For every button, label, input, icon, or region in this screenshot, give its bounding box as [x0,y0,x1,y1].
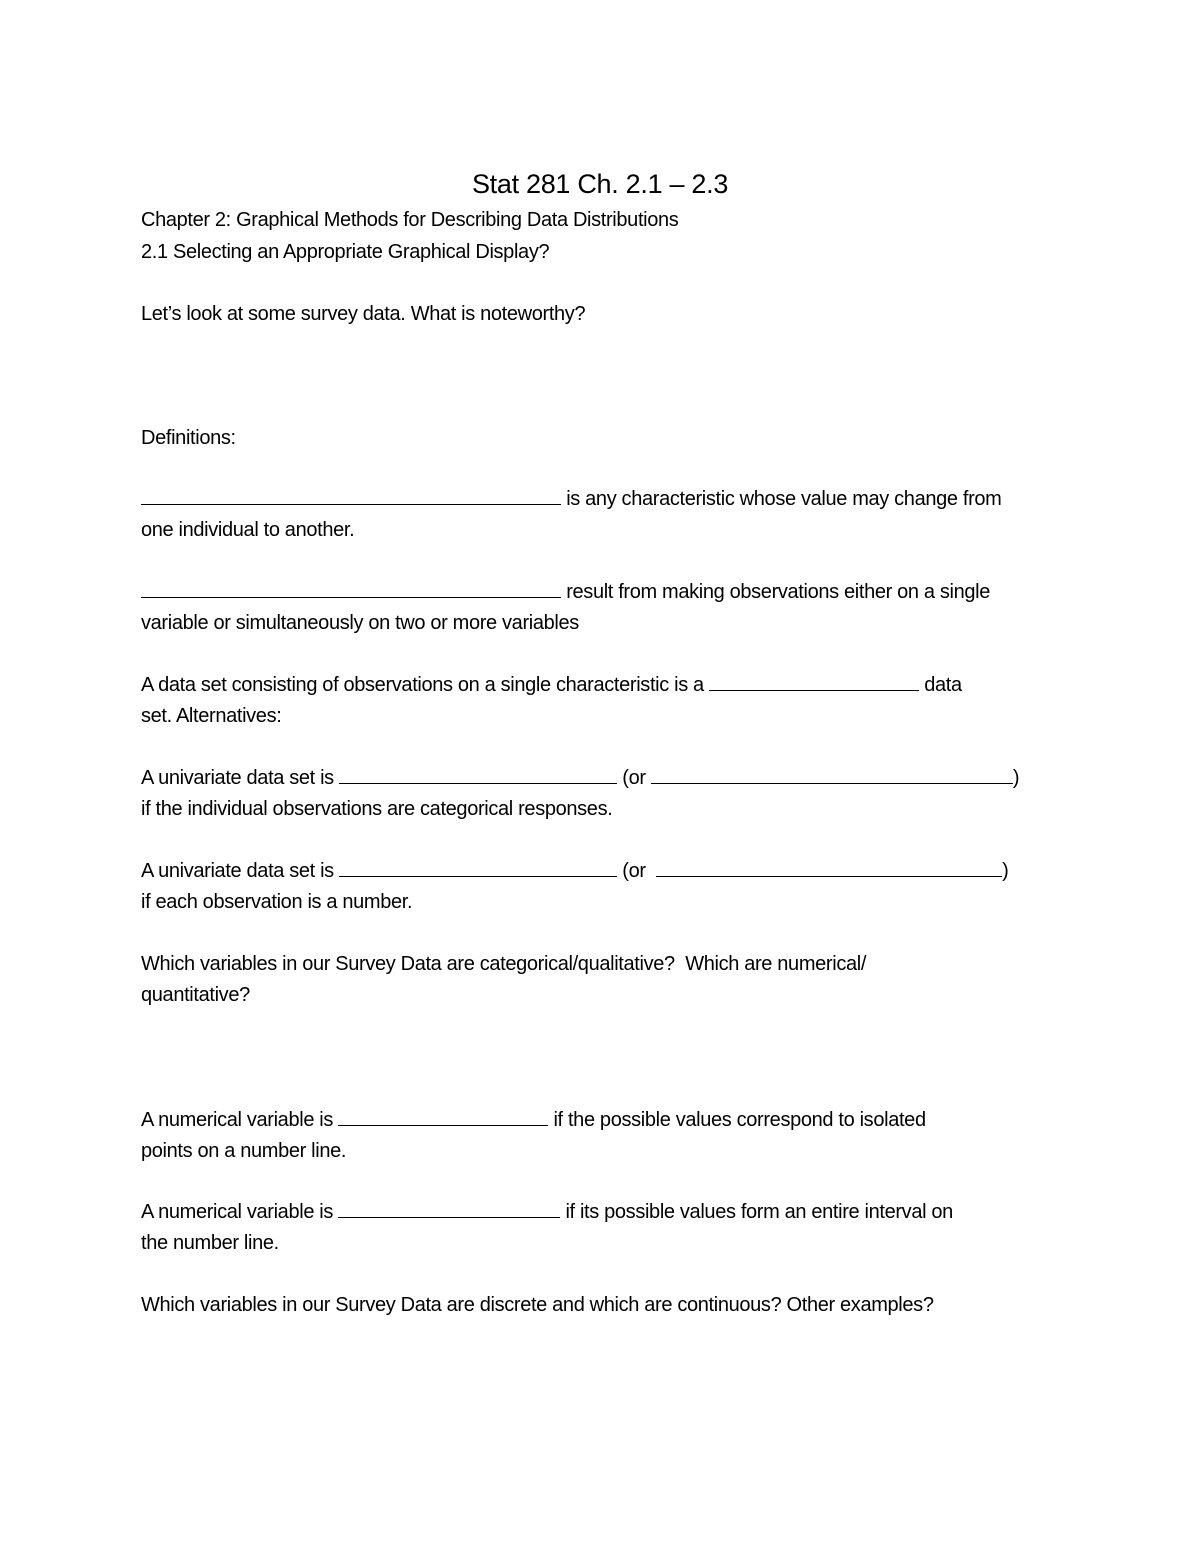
section-heading: 2.1 Selecting an Appropriate Graphical Display? [141,241,550,263]
definition-text: if the possible values correspond to isolated [548,1109,926,1131]
page-title: Stat 281 Ch. 2.1 – 2.3 [471,169,729,199]
fill-in-blank[interactable] [339,763,617,784]
fill-in-blank[interactable] [141,577,561,598]
definition-text: is any characteristic whose value may change from [561,488,1002,510]
definition-text: A univariate data set is [141,767,340,789]
definition-text: A numerical variable is [141,1109,339,1131]
definition-data [141,577,990,608]
question-continuation: quantitative? [141,984,250,1006]
definition-text: ) [1002,860,1009,882]
definition-continuation: if the individual observations are categorical responses. [141,798,613,820]
fill-in-blank[interactable] [338,1105,548,1126]
definition-variable [141,484,1001,515]
definition-categorical [141,763,1019,794]
question-categorical-numerical: Which variables in our Survey Data are categorical/qualitative? Which are numerical/ [141,953,867,975]
definition-text: (or [617,767,651,789]
definition-continuation: one individual to another. [141,519,355,541]
definition-text: A data set consisting of observations on a single characteristic is a [141,674,710,696]
fill-in-blank[interactable] [338,1197,560,1218]
definition-continuation: if each observation is a number. [141,891,413,913]
definition-text: data [919,674,962,696]
definition-text: A numerical variable is [141,1201,339,1223]
definition-univariate [141,670,962,701]
definition-numerical [141,856,1008,887]
definition-discrete [141,1105,926,1136]
chapter-heading: Chapter 2: Graphical Methods for Describing Data Distributions [141,209,679,231]
fill-in-blank[interactable] [651,763,1013,784]
definition-text: (or [617,860,657,882]
definition-continuous [141,1197,953,1228]
fill-in-blank[interactable] [339,856,617,877]
definition-text: ) [1012,767,1020,789]
definition-text: if its possible values form an entire interval on [560,1201,953,1223]
definition-continuation: variable or simultaneously on two or more variables [141,612,579,634]
definition-text: result from making observations either on a single [561,581,991,603]
fill-in-blank[interactable] [656,856,1002,877]
fill-in-blank[interactable] [141,484,561,505]
fill-in-blank[interactable] [709,670,919,691]
definition-continuation: the number line. [141,1232,279,1254]
definition-continuation: points on a number line. [141,1140,347,1162]
intro-question: Let’s look at some survey data. What is noteworthy? [141,303,586,325]
definition-text: A univariate data set is [141,860,340,882]
question-discrete-continuous: Which variables in our Survey Data are discrete and which are continuous? Other examples? [141,1294,934,1316]
definitions-heading: Definitions: [141,427,236,449]
definition-continuation: set. Alternatives: [141,705,282,727]
